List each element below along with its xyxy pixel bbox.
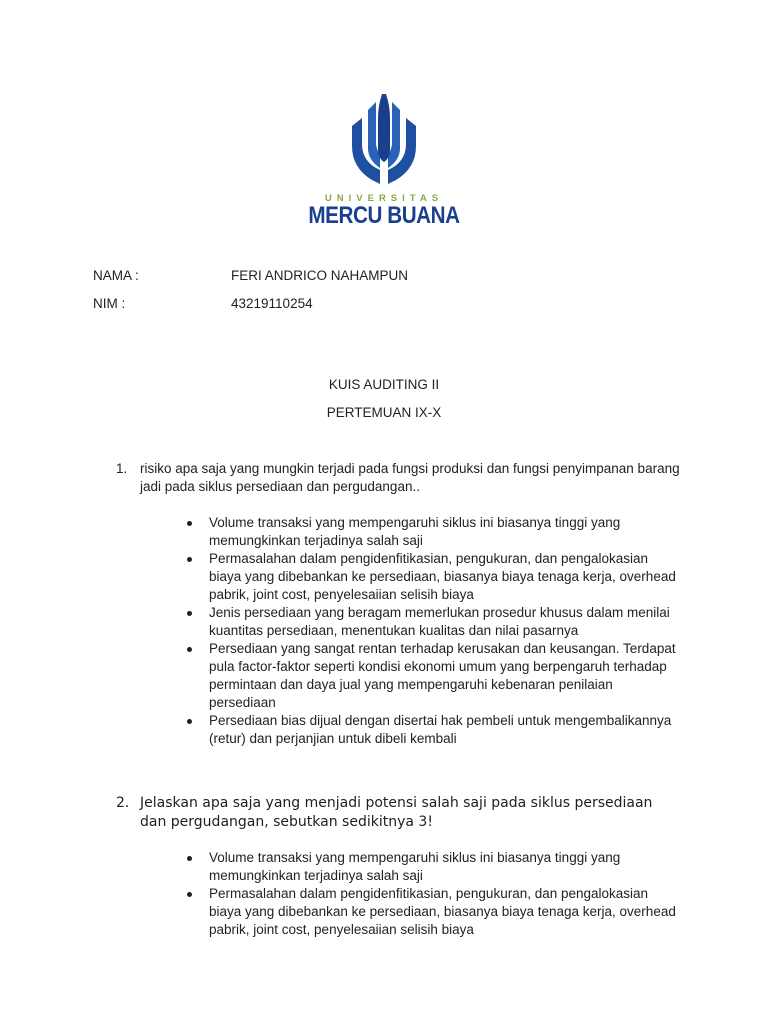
nim-value: 43219110254 <box>231 296 313 311</box>
answer-text: Jenis persediaan yang beragam memerlukan prosedur khusus dalam menilai kuantitas persediaan, menentukan kualitas dan nilai pasarnya <box>209 605 670 638</box>
answer-list-2 <box>187 849 677 939</box>
answer-text: Persediaan yang sangat rentan terhadap kerusakan dan keusangan. Terdapat pula factor-faktor seperti kondisi ekonomi umum yang berpengaruh terhadap permintaan dan daya jual yang mempengaruhi kebenaran penilaian persediaan <box>209 641 676 710</box>
answer-text: Permasalahan dalam pengidenfitikasian, pengukuran, dan pengalokasian biaya yang dibebankan ke persediaan, biasanya biaya tenaga kerja, overhead pabrik, joint cost, penyelesaiian selisih biaya <box>209 886 676 937</box>
list-item <box>187 514 677 550</box>
bullet-icon <box>187 611 192 616</box>
logo-mercu-buana-text: MERCU BUANA <box>308 202 460 229</box>
bullet-icon <box>187 521 192 526</box>
logo-emblem-icon <box>290 88 478 196</box>
bullet-icon <box>187 557 192 562</box>
question-number: 2. <box>116 795 130 811</box>
name-label: NAMA : <box>93 268 139 283</box>
bullet-icon <box>187 647 192 652</box>
nim-label: NIM : <box>93 296 126 311</box>
list-item <box>187 640 677 712</box>
question-number: 1. <box>116 461 128 476</box>
answer-text: Permasalahan dalam pengidenfitikasian, pengukuran, dan pengalokasian biaya yang dibebankan ke persediaan, biasanya biaya tenaga kerja, overhead pabrik, joint cost, penyelesaiian selisih biaya <box>209 551 676 602</box>
answer-text: Volume transaksi yang mempengaruhi siklus ini biasanya tinggi yang memungkinkan terjadinya salah saji <box>209 515 621 548</box>
bullet-icon <box>187 892 192 897</box>
answer-text: Persediaan bias dijual dengan disertai hak pembeli untuk mengembalikannya (retur) dan perjanjian untuk dibeli kembali <box>209 713 672 746</box>
bullet-icon <box>187 856 192 861</box>
list-item <box>187 849 677 885</box>
question-text: risiko apa saja yang mungkin terjadi pada fungsi produksi dan fungsi penyimpanan barang jadi pada siklus persediaan dan pergudangan.. <box>140 461 680 494</box>
answer-list-1 <box>187 514 677 748</box>
list-item <box>187 604 677 640</box>
quiz-title: KUIS AUDITING II <box>328 377 440 392</box>
list-item <box>187 885 677 939</box>
answer-text: Volume transaksi yang mempengaruhi siklus ini biasanya tinggi yang memungkinkan terjadinya salah saji <box>209 850 621 883</box>
list-item <box>187 712 677 748</box>
list-item <box>187 550 677 604</box>
university-logo <box>290 88 478 230</box>
quiz-subtitle: PERTEMUAN IX-X <box>326 405 442 420</box>
logo-universitas-text: UNIVERSITAS <box>324 193 444 204</box>
name-value: FERI ANDRICO NAHAMPUN <box>231 268 409 283</box>
question-text: Jelaskan apa saja yang menjadi potensi salah saji pada siklus persediaan dan pergudangan, sebutkan sedikitnya 3! <box>140 795 653 830</box>
bullet-icon <box>187 719 192 724</box>
